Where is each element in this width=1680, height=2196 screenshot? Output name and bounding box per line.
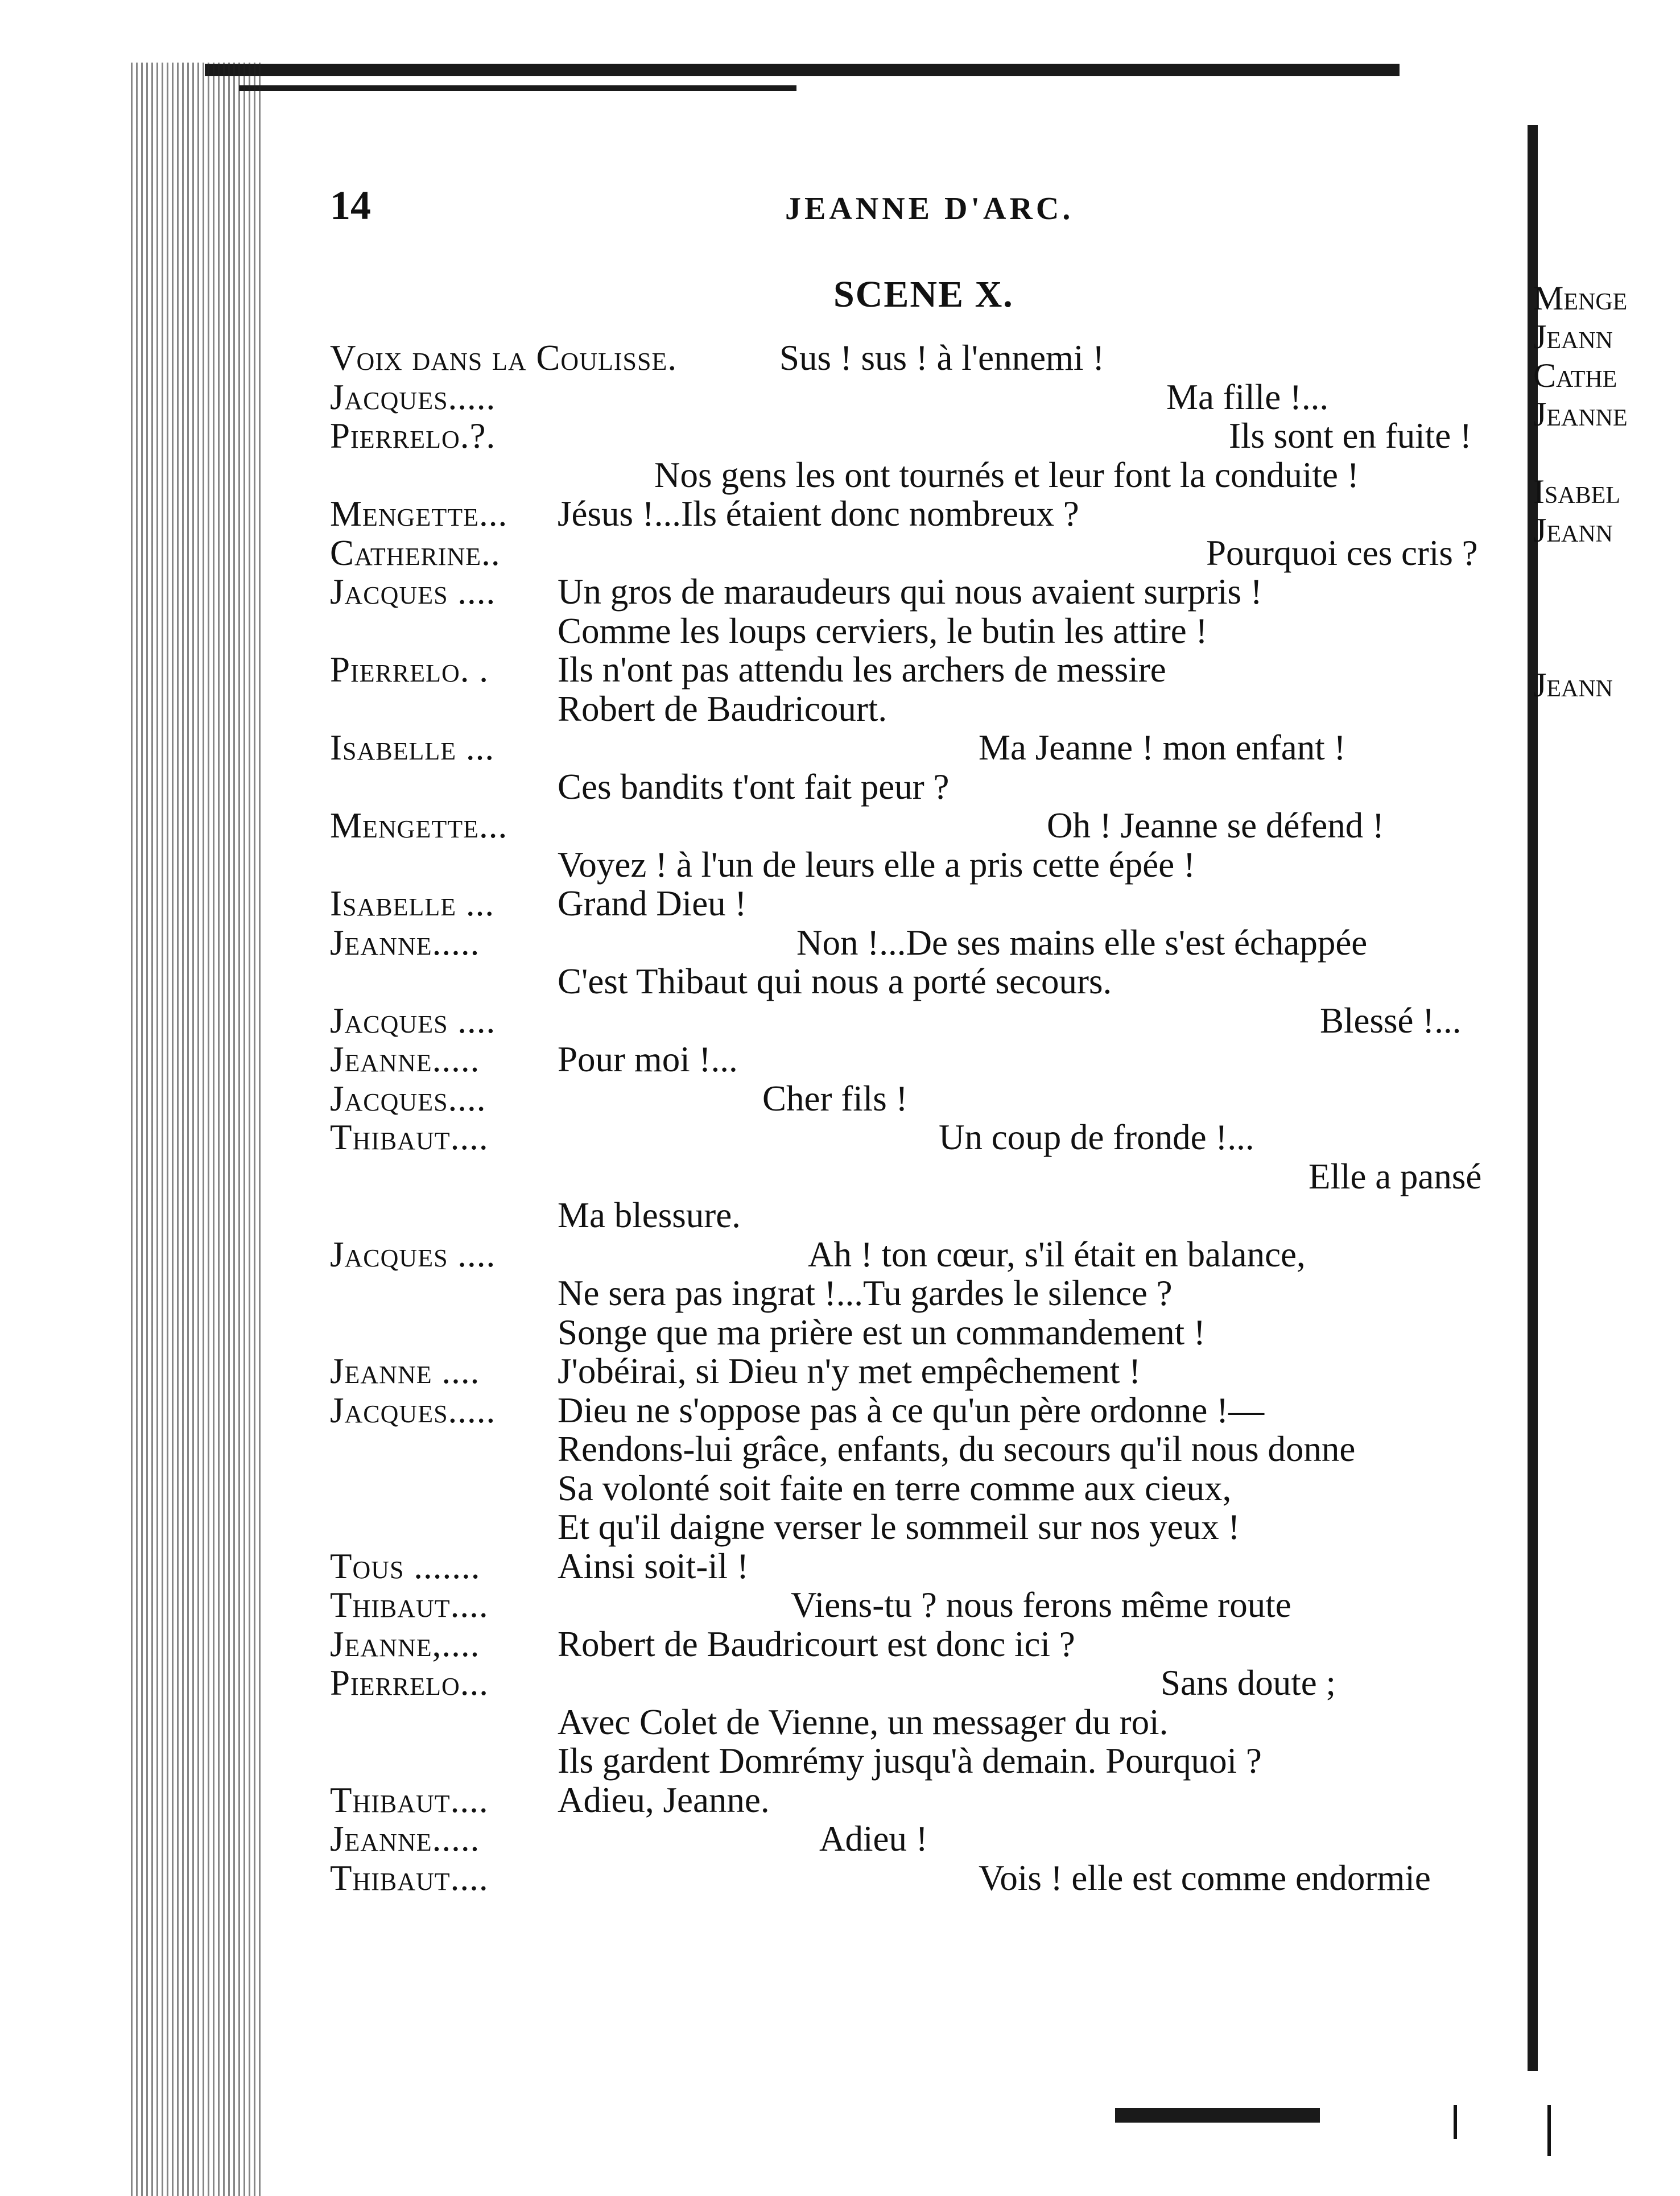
dialogue-line	[330, 416, 1525, 456]
edge-fragment	[1533, 434, 1628, 472]
speaker-name: Thibaut....	[330, 1117, 489, 1157]
verse-text: Ainsi soit-il !	[558, 1546, 749, 1586]
dialogue-line	[330, 612, 1525, 651]
page-number: 14	[330, 183, 371, 228]
edge-fragment: Jeann	[1533, 666, 1613, 704]
facing-page-edge	[1533, 279, 1628, 704]
dialogue-line	[330, 923, 1525, 963]
dialogue-line	[330, 1625, 1525, 1664]
speaker-name: Jacques.....	[330, 1390, 496, 1430]
verse-text: Voyez ! à l'un de leurs elle a pris cette épée !	[558, 844, 1195, 885]
verse-text: Non !...De ses mains elle s'est échappée	[796, 922, 1368, 963]
verse-text: Jésus !...Ils étaient donc nombreux ?	[558, 494, 1079, 534]
verse-text: J'obéirai, si Dieu n'y met empêchement !	[558, 1351, 1141, 1391]
speaker-name: Mengette...	[330, 806, 508, 845]
verse-text: Sans doute ;	[1161, 1663, 1336, 1703]
speaker-name: Jacques....	[330, 1078, 486, 1118]
speaker-name: Jeanne ....	[330, 1351, 480, 1391]
dialogue-line	[330, 1781, 1525, 1820]
dialogue-line	[330, 1819, 1525, 1859]
edge-fragment: Jeann	[1533, 511, 1613, 549]
verse-text: Dieu ne s'oppose pas à ce qu'un père ordonne !—	[558, 1390, 1265, 1430]
verse-text: Ma fille !...	[1166, 377, 1329, 417]
verse-text: Un gros de maraudeurs qui nous avaient surpris !	[558, 572, 1262, 612]
verse-text: Pourquoi ces cris ?	[1206, 533, 1478, 573]
scene-title: SCENE X.	[833, 274, 1014, 315]
dialogue-line	[330, 728, 1525, 767]
edge-fragment	[1533, 550, 1628, 588]
dialogue-line	[330, 690, 1525, 729]
dialogue-line	[330, 650, 1525, 690]
speaker-name: Catherine..	[330, 533, 501, 573]
edge-fragment: Isabel	[1533, 473, 1620, 510]
speaker-name: Pierrelo.?.	[330, 416, 496, 456]
verse-text: Avec Colet de Vienne, un messager du roi.	[558, 1702, 1169, 1742]
dialogue-line	[330, 1741, 1525, 1781]
dialogue-line	[330, 1663, 1525, 1703]
dialogue-line	[330, 1859, 1525, 1898]
verse-text: Adieu, Jeanne.	[558, 1780, 770, 1820]
dialogue-line	[330, 1391, 1525, 1430]
left-binding-shadow	[131, 63, 262, 2196]
running-head: JEANNE D'ARC.	[785, 191, 1074, 226]
speaker-name: Voix dans la Coulisse.	[330, 338, 678, 378]
dialogue-line	[330, 1430, 1525, 1469]
verse-text: Ces bandits t'ont fait peur ?	[558, 766, 950, 807]
dialogue-line	[330, 1235, 1525, 1274]
dialogue-line	[330, 845, 1525, 885]
verse-text: Sa volonté soit faite en terre comme aux cieux,	[558, 1468, 1232, 1508]
top-scan-border-2	[239, 85, 796, 91]
verse-text: Ma blessure.	[558, 1195, 741, 1235]
verse-text: Un coup de fronde !...	[939, 1117, 1254, 1157]
verse-text: Pour moi !...	[558, 1039, 738, 1079]
verse-text: Grand Dieu !	[558, 884, 747, 923]
speaker-name: Jacques ....	[330, 572, 496, 612]
speaker-name: Jacques.....	[330, 377, 496, 417]
dialogue-line	[330, 378, 1525, 417]
verse-text: C'est Thibaut qui nous a porté secours.	[558, 961, 1112, 1001]
edge-fragment	[1533, 627, 1628, 666]
verse-text: Ah ! ton cœur, s'il était en balance,	[808, 1234, 1306, 1274]
dialogue-line	[330, 806, 1525, 845]
verse-text: Blessé !...	[1320, 1000, 1462, 1041]
edge-fragment: Jeanne	[1533, 395, 1628, 433]
speaker-name: Tous .......	[330, 1546, 481, 1586]
dialogue-line	[330, 494, 1525, 534]
dialogue-line	[330, 1703, 1525, 1742]
dialogue-line	[330, 572, 1525, 612]
verse-text: Comme les loups cerviers, le butin les attire !	[558, 610, 1208, 651]
dialogue-line	[330, 1157, 1525, 1196]
verse-text: Robert de Baudricourt est donc ici ?	[558, 1624, 1075, 1664]
speaker-name: Pierrelo...	[330, 1663, 489, 1703]
verse-text: Nos gens les ont tournés et leur font la conduite !	[654, 455, 1359, 495]
dialogue-line	[330, 1469, 1525, 1508]
speaker-name: Jeanne,....	[330, 1624, 480, 1664]
verse-text: Elle a pansé	[1308, 1156, 1482, 1196]
speaker-name: Jeanne.....	[330, 1039, 480, 1079]
dialogue-line	[330, 1352, 1525, 1391]
verse-text: Vois ! elle est comme endormie	[979, 1857, 1431, 1898]
verse-text: Ne sera pas ingrat !...Tu gardes le silence ?	[558, 1273, 1173, 1313]
dialogue-line	[330, 962, 1525, 1001]
dialogue-line	[330, 884, 1525, 923]
dialogue-line	[330, 1118, 1525, 1157]
verse-text: Cher fils !	[762, 1078, 908, 1118]
top-scan-border	[205, 64, 1400, 76]
dialogue-line	[330, 1079, 1525, 1118]
verse-text: Songe que ma prière est un commandement !	[558, 1312, 1206, 1352]
verse-text: Rendons-lui grâce, enfants, du secours qu'il nous donne	[558, 1429, 1356, 1469]
speaker-name: Jeanne.....	[330, 1819, 480, 1859]
speaker-name: Mengette...	[330, 494, 508, 534]
bottom-tick-1	[1454, 2105, 1457, 2139]
dialogue-line	[330, 534, 1525, 573]
speaker-name: Jacques ....	[330, 1000, 496, 1041]
dialogue-line	[330, 339, 1525, 378]
edge-fragment: Cathe	[1533, 357, 1617, 394]
verse-text: Viens-tu ? nous ferons même route	[791, 1585, 1291, 1625]
speaker-name: Isabelle ...	[330, 884, 495, 923]
verse-text: Ma Jeanne ! mon enfant !	[979, 728, 1346, 767]
verse-text: Ils sont en fuite !	[1229, 416, 1472, 456]
edge-fragment	[1533, 588, 1628, 627]
dialogue-line	[330, 1040, 1525, 1079]
speaker-name: Isabelle ...	[330, 728, 495, 767]
edge-fragment: Menge	[1533, 279, 1628, 317]
bottom-tick-2	[1547, 2105, 1551, 2156]
dialogue-line	[330, 1274, 1525, 1313]
dialogue-line	[330, 767, 1525, 807]
speaker-name: Jacques ....	[330, 1234, 496, 1274]
edge-fragment: Jeann	[1533, 318, 1613, 356]
bottom-scan-mark	[1115, 2108, 1320, 2123]
verse-text: Ils gardent Domrémy jusqu'à demain. Pourquoi ?	[558, 1741, 1262, 1781]
dialogue-lines	[330, 339, 1525, 1897]
dialogue-line	[330, 1001, 1525, 1041]
speaker-name: Thibaut....	[330, 1780, 489, 1820]
dialogue-line	[330, 1196, 1525, 1235]
dialogue-line	[330, 1547, 1525, 1586]
dialogue-line	[330, 1313, 1525, 1352]
speaker-name: Jeanne.....	[330, 922, 480, 963]
dialogue-line	[330, 456, 1525, 495]
speaker-name: Thibaut....	[330, 1857, 489, 1898]
dialogue-line	[330, 1508, 1525, 1547]
speaker-name: Pierrelo. .	[330, 650, 489, 690]
verse-text: Ils n'ont pas attendu les archers de messire	[558, 650, 1166, 690]
verse-text: Oh ! Jeanne se défend !	[1047, 806, 1384, 845]
speaker-name: Thibaut....	[330, 1585, 489, 1625]
verse-text: Adieu !	[819, 1819, 928, 1859]
verse-text: Robert de Baudricourt.	[558, 688, 888, 729]
dialogue-line	[330, 1586, 1525, 1625]
verse-text: Et qu'il daigne verser le sommeil sur nos yeux !	[558, 1507, 1240, 1547]
verse-text: Sus ! sus ! à l'ennemi !	[779, 338, 1105, 378]
